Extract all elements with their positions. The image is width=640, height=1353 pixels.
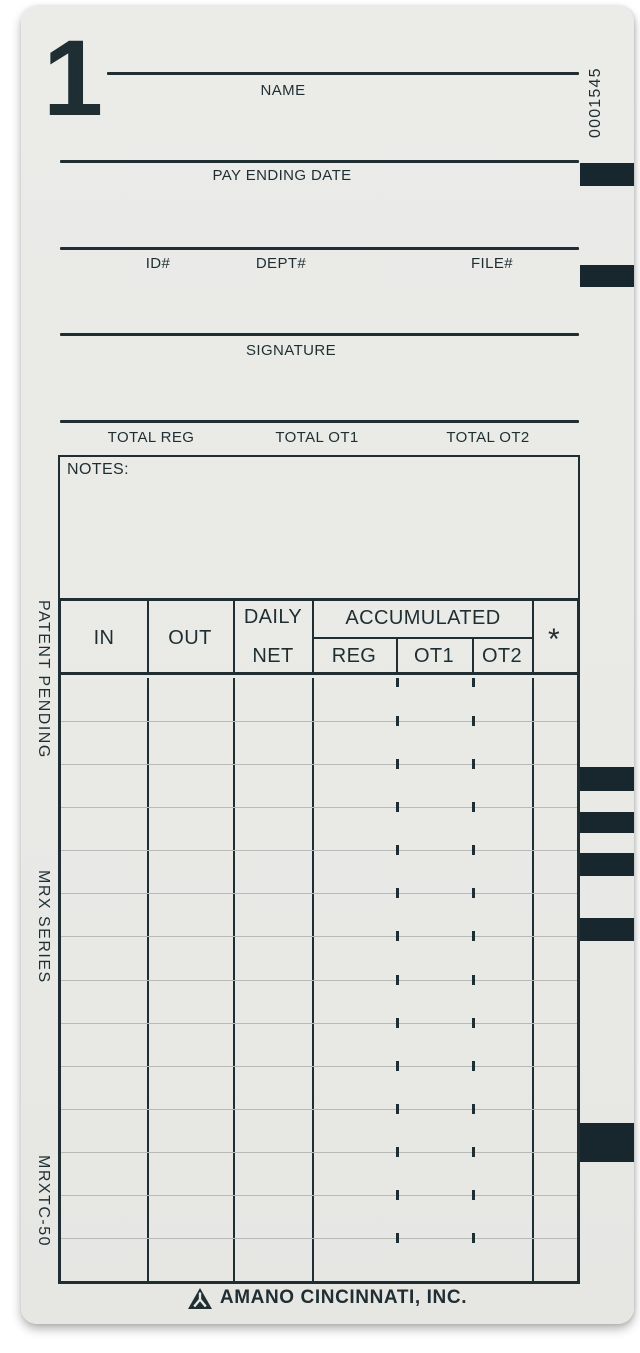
name-line (107, 72, 579, 75)
timing-mark (580, 1123, 634, 1162)
dashed-divider-mark (472, 1018, 475, 1028)
signature-line (60, 333, 579, 336)
time-card (21, 6, 634, 1324)
pay-ending-date-line (60, 160, 579, 163)
dashed-divider-mark (396, 716, 399, 726)
col-ot2-header: OT2 (481, 645, 523, 667)
dashed-divider-mark (472, 845, 475, 855)
dashed-divider-mark (472, 1233, 475, 1243)
dashed-divider-mark (472, 931, 475, 941)
timing-mark (580, 918, 634, 941)
dashed-divider-mark (396, 802, 399, 812)
dashed-divider-mark (472, 716, 475, 726)
dashed-divider-mark (396, 1147, 399, 1157)
notes-box (58, 455, 580, 598)
dashed-divider-stub (396, 678, 399, 687)
table-row-line (61, 721, 577, 722)
header-divider (532, 601, 534, 675)
table-row-line (61, 764, 577, 765)
table-row-line (61, 1238, 577, 1239)
dashed-divider-mark (472, 1061, 475, 1071)
file-label: FILE# (470, 255, 514, 272)
accumulated-divider (314, 637, 532, 639)
dashed-divider-mark (396, 759, 399, 769)
table-row-line (61, 807, 577, 808)
punch-table (58, 598, 580, 1284)
timing-mark (580, 265, 634, 287)
name-label: NAME (260, 82, 306, 99)
header-divider (147, 601, 149, 675)
table-row-line (61, 1152, 577, 1153)
table-row-line (61, 1066, 577, 1067)
table-row-line (61, 1023, 577, 1024)
footer (21, 1287, 634, 1309)
col-reg-header: REG (331, 645, 377, 667)
col-out-header: OUT (168, 627, 212, 649)
col-net-header: NET (252, 645, 294, 667)
serial-number: 0001545 (587, 67, 604, 138)
dashed-divider-mark (396, 888, 399, 898)
dashed-divider-mark (472, 802, 475, 812)
dashed-divider-mark (396, 1104, 399, 1114)
dashed-divider-stub (472, 678, 475, 687)
table-header (61, 601, 577, 675)
timing-mark (580, 812, 634, 833)
pay-ending-date-label: PAY ENDING DATE (212, 167, 352, 184)
timing-mark (580, 163, 634, 186)
table-row-line (61, 893, 577, 894)
table-body (61, 678, 577, 1281)
dashed-divider-mark (396, 845, 399, 855)
dashed-divider-mark (472, 1190, 475, 1200)
total-reg-label: TOTAL REG (107, 429, 195, 446)
header-divider (396, 638, 398, 675)
header-divider (233, 601, 235, 675)
notes-label: NOTES: (67, 461, 129, 478)
patent-pending-label: PATENT PENDING (35, 600, 52, 759)
dashed-divider-mark (472, 1104, 475, 1114)
col-star-header: * (547, 623, 561, 656)
table-row-line (61, 1195, 577, 1196)
dashed-divider-mark (396, 1061, 399, 1071)
dept-label: DEPT# (255, 255, 307, 272)
company-name: AMANO CINCINNATI, INC. (219, 1287, 468, 1308)
total-ot1-label: TOTAL OT1 (275, 429, 359, 446)
totals-line (60, 420, 579, 423)
dashed-divider-mark (472, 759, 475, 769)
dashed-divider-mark (396, 975, 399, 985)
timing-mark (580, 767, 634, 791)
dashed-divider-mark (472, 888, 475, 898)
copy-number: 1 (43, 17, 104, 138)
dashed-divider-mark (396, 1233, 399, 1243)
total-ot2-label: TOTAL OT2 (446, 429, 530, 446)
col-daily-header: DAILY (243, 606, 303, 628)
header-divider (472, 638, 474, 675)
table-row-line (61, 936, 577, 937)
model-number-label: MRXTC-50 (35, 1155, 52, 1248)
dashed-divider-mark (396, 1018, 399, 1028)
dashed-divider-mark (396, 931, 399, 941)
id-label: ID# (145, 255, 171, 272)
dashed-divider-mark (396, 1190, 399, 1200)
table-row-line (61, 850, 577, 851)
table-row-line (61, 1109, 577, 1110)
amano-logo-icon (188, 1288, 212, 1309)
col-in-header: IN (93, 627, 115, 649)
timing-mark (580, 853, 634, 876)
col-accumulated-header: ACCUMULATED (345, 607, 501, 629)
id-dept-file-line (60, 247, 579, 250)
signature-label: SIGNATURE (246, 342, 336, 359)
dashed-divider-mark (472, 975, 475, 985)
dashed-divider-mark (472, 1147, 475, 1157)
mrx-series-label: MRX SERIES (35, 870, 52, 984)
table-row-line (61, 980, 577, 981)
col-ot1-header: OT1 (413, 645, 455, 667)
